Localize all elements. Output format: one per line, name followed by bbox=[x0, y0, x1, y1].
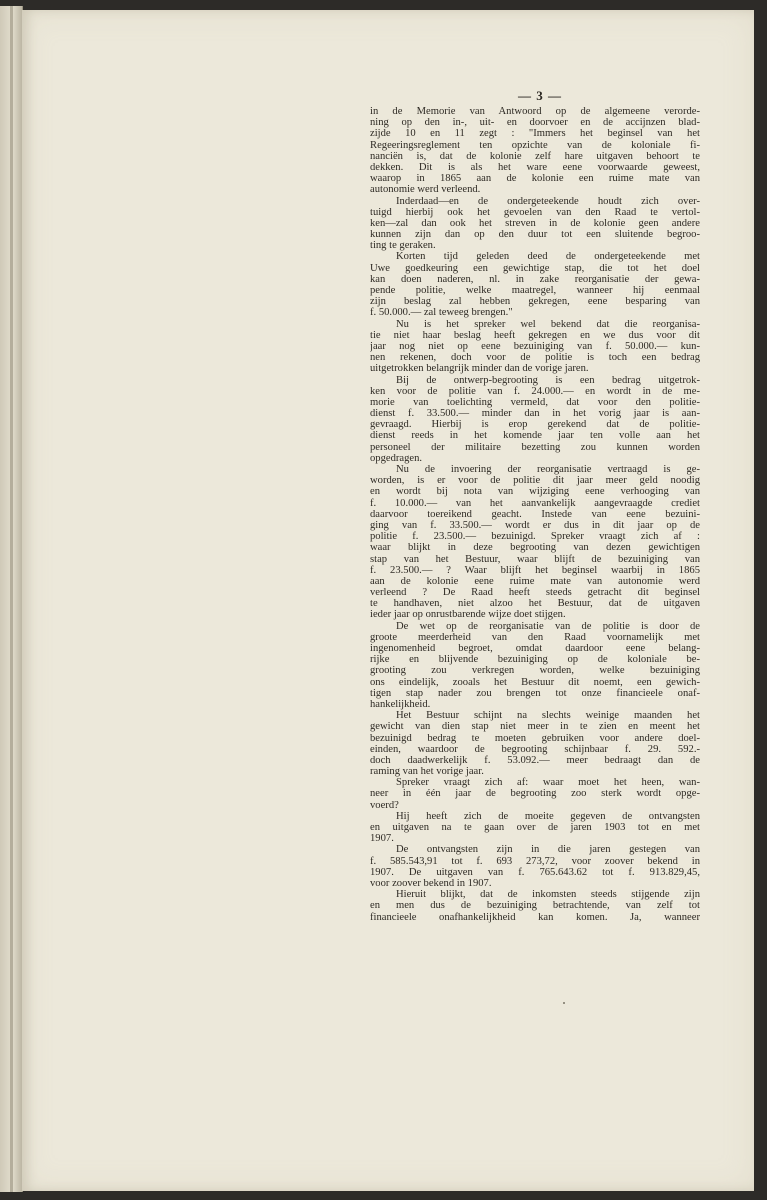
text-line: dekken. Dit is als het ware eene voorwaarde geweest, bbox=[370, 161, 700, 173]
text-line: dienst reeds in het komende jaar ten volle aan het bbox=[370, 430, 700, 442]
text-line: tigen stap nader zou brengen tot onze financieele onaf- bbox=[370, 687, 700, 699]
text-line: worden, is er voor de politie dit jaar meer geld noodig bbox=[370, 475, 700, 487]
text-line: bezuinigd bedrag te moeten gebruiken voor andere doel- bbox=[370, 732, 700, 744]
page-fold-shadow bbox=[10, 6, 13, 1192]
text-line: kunnen zijn dan op den duur tot een sluitende begroo- bbox=[370, 229, 700, 241]
text-line: personeel der militaire bezetting zou kunnen worden bbox=[370, 441, 700, 453]
text-line: aan de kolonie eene ruime mate van autonomie werd bbox=[370, 575, 700, 587]
text-line: ken—zal dan ook het streven in de kolonie geen andere bbox=[370, 217, 700, 229]
text-line: ting te geraken. bbox=[370, 240, 436, 252]
text-line: ieder jaar op onrustbarende wijze doet stijgen. bbox=[370, 609, 566, 621]
text-line: stap van het Bestuur, waar blijft de bezuiniging van bbox=[370, 553, 700, 565]
text-line: Hij heeft zich de moeite gegeven de ontvangsten bbox=[396, 810, 700, 822]
text-line: grooting zou verkregen worden, welke bezuiniging bbox=[370, 665, 700, 677]
text-line: voor zoover bekend in 1907. bbox=[370, 877, 492, 889]
text-line: Inderdaad—en de ondergeteekende houdt zich over- bbox=[396, 195, 700, 207]
text-line: kan doen naderen, nl. in zake reorganisatie der gewa- bbox=[370, 273, 700, 285]
text-line: groote meerderheid van den Raad voornamelijk met bbox=[370, 631, 700, 643]
text-line: Nu de invoering der reorganisatie vertraagd is ge- bbox=[396, 464, 700, 475]
text-line: ken voor de politie van f. 24.000.— en wordt in de me- bbox=[370, 385, 700, 397]
text-line: en wordt bij nota van wijziging eene verhooging van bbox=[370, 486, 700, 498]
text-line: zijde 10 en 11 zegt : "Immers het beginsel van het bbox=[370, 128, 700, 140]
text-line: autonomie werd verleend. bbox=[370, 184, 481, 196]
text-line: Spreker vraagt zich af: waar moet het heen, wan- bbox=[396, 777, 700, 789]
text-line: ingenomenheid begroet, omdat daardoor eene belang- bbox=[370, 643, 700, 654]
text-line: raming van het vorige jaar. bbox=[370, 766, 484, 778]
text-line: neer in één jaar de begrooting zoo sterk wordt opge- bbox=[370, 788, 700, 800]
text-line: f. 23.500.— ? Waar blijft het beginsel waarbij in 1865 bbox=[370, 564, 700, 576]
text-line: en uitgaven na te gaan over de jaren 1903 tot en met bbox=[370, 822, 700, 833]
text-line: gevraagd. Hierbij is erop gerekend dat de politie- bbox=[370, 419, 700, 431]
text-line: f. 585.543,91 tot f. 693 273,72, voor zoover bekend in bbox=[370, 855, 700, 867]
text-line: Uwe goedkeuring een gewichtige stap, die tot het doel bbox=[370, 262, 700, 274]
text-line: doch daadwerkelijk f. 53.092.— meer bedraagt dan de bbox=[370, 754, 700, 766]
text-line: politie f. 23.500.— bezuinigd. Spreker vraagt zich af : bbox=[370, 531, 700, 543]
text-line: uitgetrokken belangrijk minder dan de vorige jaren. bbox=[370, 363, 589, 375]
text-line: De wet op de reorganisatie van de politie is door de bbox=[396, 620, 700, 632]
body-text-column bbox=[370, 106, 700, 923]
text-line: pende politie, welke maatregel, wanneer hij eenmaal bbox=[370, 285, 700, 296]
text-line: Regeeringsreglement ten opzichte van de koloniale fi- bbox=[370, 139, 700, 151]
text-line: Bij de ontwerp-begrooting is een bedrag uitgetrok- bbox=[396, 374, 700, 386]
paper-spot bbox=[563, 1002, 565, 1004]
text-line: Hieruit blijkt, dat de inkomsten steeds stijgende zijn bbox=[396, 889, 700, 901]
text-line: 1907. De uitgaven van f. 765.643.62 tot f. 913.829,45, bbox=[370, 866, 700, 878]
text-line: gewicht van dien stap niet meer in te zien en meent het bbox=[370, 721, 700, 733]
text-line: financieele onafhankelijkheid kan komen. Ja, wanneer bbox=[370, 911, 700, 923]
text-line: Het Bestuur schijnt na slechts weinige maanden het bbox=[396, 710, 700, 722]
text-line: nanciën is, dat de kolonie zelf hare uitgaven behoort te bbox=[370, 150, 700, 162]
text-line: 1907. bbox=[370, 833, 394, 845]
text-line: opgedragen. bbox=[370, 452, 423, 464]
text-line: in de Memorie van Antwoord op de algemeene verorde- bbox=[370, 106, 700, 117]
text-line: waar blijkt in deze begrooting van dezen gewichtigen bbox=[370, 542, 700, 554]
text-line: te handhaven, niet alzoo het Bestuur, dat de uitgaven bbox=[370, 598, 700, 610]
text-line: voerd? bbox=[370, 799, 399, 811]
text-line: zijn beslag zal hebben gekregen, eene besparing van bbox=[370, 296, 700, 308]
text-line: rijke en blijvende bezuiniging op de koloniale be- bbox=[370, 654, 700, 666]
text-line: daarvoor toereikend geacht. Instede van eene bezuini- bbox=[370, 508, 700, 520]
page-number: — 3 — bbox=[518, 88, 562, 103]
text-line: jaar nog niet op eene bezuiniging van f. 50.000.— kun- bbox=[370, 340, 700, 352]
text-line: hankelijkheid. bbox=[370, 698, 431, 710]
text-line: dienst f. 33.500.— minder dan in het vorig jaar is aan- bbox=[370, 408, 700, 420]
text-line: f. 50.000.— zal teweeg brengen." bbox=[370, 307, 513, 319]
text-line: ning op den in-, uit- en doorvoer en de accijnzen blad- bbox=[370, 117, 700, 129]
text-line: ons eindelijk, zooals het Bestuur dit noemt, een gewich- bbox=[370, 676, 700, 688]
text-line: verleend ? De Raad heeft steeds getracht dit beginsel bbox=[370, 587, 700, 599]
text-line: ging van f. 33.500.— wordt er dus in dit jaar op de bbox=[370, 519, 700, 531]
text-line: De ontvangsten zijn in die jaren gestegen van bbox=[396, 844, 700, 856]
text-line: Korten tijd geleden deed de ondergeteekende met bbox=[396, 251, 700, 263]
text-line: einden, waardoor de begrooting schijnbaar f. 29. 592.- bbox=[370, 743, 700, 755]
text-line: en men dus de bezuiniging betrachtende, van zelf tot bbox=[370, 900, 700, 912]
text-line: morie van toelichting vermeld, dat voor den politie- bbox=[370, 396, 700, 408]
text-line: waarop in 1865 aan de kolonie een ruime mate van bbox=[370, 173, 700, 185]
text-line: tuigd hierbij ook het gevoelen van den Raad te vertol- bbox=[370, 206, 700, 218]
text-line: Nu is het spreker wel bekend dat die reorganisa- bbox=[396, 318, 700, 330]
text-line: f. 10.000.— van het aanvankelijk aangevraagde crediet bbox=[370, 497, 700, 509]
text-line: nen rekenen, doch voor de politie is toch een bedrag bbox=[370, 352, 700, 364]
text-line: tie niet haar beslag heeft gekregen en we dus voor dit bbox=[370, 329, 700, 341]
